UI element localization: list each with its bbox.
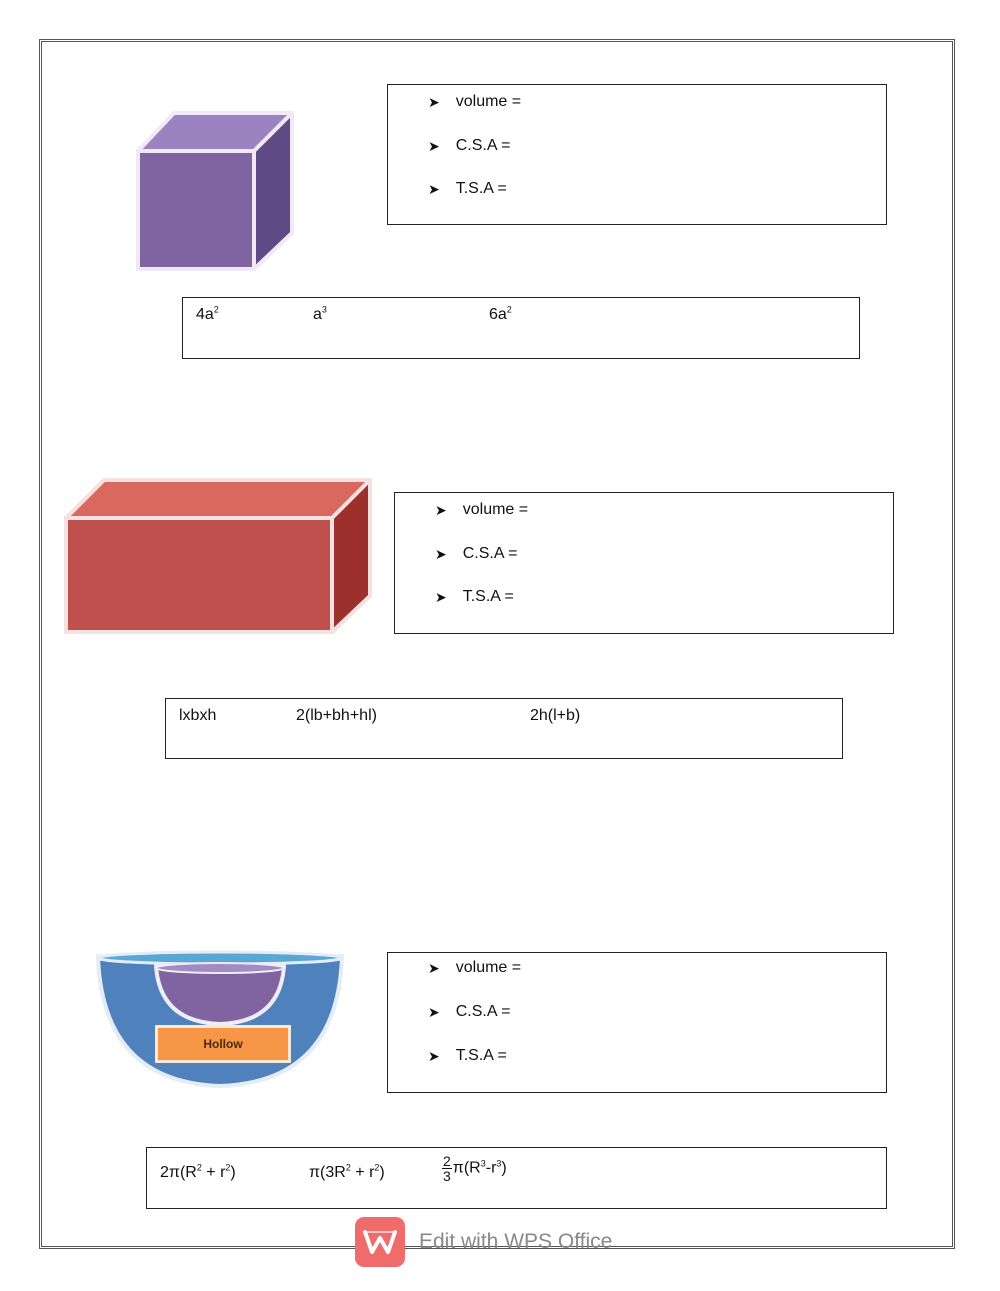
cube-csa-question bbox=[428, 137, 510, 155]
question-label: C.S.A = bbox=[455, 1003, 511, 1020]
wps-watermark[interactable] bbox=[355, 1217, 612, 1267]
arrow-bullet-icon: ➤ bbox=[428, 137, 440, 154]
cuboid-image bbox=[60, 474, 378, 640]
question-label: volume = bbox=[462, 501, 529, 518]
hollow-label bbox=[155, 1025, 291, 1063]
cube-question-box bbox=[387, 84, 887, 225]
question-label: T.S.A = bbox=[462, 588, 514, 605]
answer-option[interactable]: $\pi(3R^2 + r^2)$ bbox=[309, 1162, 385, 1181]
cuboid-tsa-question bbox=[435, 588, 514, 606]
hemisphere-tsa-question bbox=[428, 1047, 507, 1065]
answer-option[interactable]: $6a^2$ bbox=[489, 304, 512, 323]
answer-option[interactable]: $2\pi(R^2 + r^2)$ bbox=[160, 1162, 236, 1181]
arrow-bullet-icon: ➤ bbox=[428, 959, 440, 976]
arrow-bullet-icon: ➤ bbox=[435, 501, 447, 518]
cuboid-volume-question bbox=[435, 501, 528, 519]
fraction: $\frac{2}{3}$ bbox=[443, 1153, 451, 1184]
cube-answer-options bbox=[182, 297, 860, 359]
arrow-bullet-icon: ➤ bbox=[428, 1003, 440, 1020]
answer-option[interactable]: 2(lb+bh+hl) bbox=[296, 707, 377, 724]
answer-option[interactable]: 2h(l+b) bbox=[530, 707, 581, 724]
wps-logo-icon bbox=[355, 1217, 405, 1267]
cube-tsa-question bbox=[428, 180, 507, 198]
question-label: volume = bbox=[455, 93, 522, 110]
arrow-bullet-icon: ➤ bbox=[435, 588, 447, 605]
answer-option[interactable]: $a^3$ bbox=[313, 304, 327, 323]
question-label: T.S.A = bbox=[455, 180, 507, 197]
question-label: C.S.A = bbox=[462, 545, 518, 562]
hemisphere-answer-options bbox=[146, 1147, 887, 1209]
cube-image bbox=[130, 105, 298, 275]
hemisphere-question-box bbox=[387, 952, 887, 1093]
hollow-hemisphere-image bbox=[92, 946, 348, 1090]
question-label: volume = bbox=[455, 959, 522, 976]
arrow-bullet-icon: ➤ bbox=[428, 180, 440, 197]
cuboid-answer-options bbox=[165, 698, 843, 759]
arrow-bullet-icon: ➤ bbox=[435, 545, 447, 562]
hollow-label-text: Hollow bbox=[203, 1037, 243, 1051]
question-label: C.S.A = bbox=[455, 137, 511, 154]
cube-volume-question bbox=[428, 93, 521, 111]
answer-option[interactable]: $4a^2$ bbox=[196, 304, 219, 323]
answer-option[interactable]: $\frac{2}{3}$ $\pi(R^3-r^3)$ bbox=[443, 1153, 507, 1184]
question-label: T.S.A = bbox=[455, 1047, 507, 1064]
cuboid-question-box bbox=[394, 492, 894, 634]
hemisphere-csa-question bbox=[428, 1003, 510, 1021]
arrow-bullet-icon: ➤ bbox=[428, 93, 440, 110]
wps-watermark-text: Edit with WPS Office bbox=[419, 1230, 613, 1253]
answer-option[interactable]: lxbxh bbox=[179, 707, 217, 724]
hemisphere-volume-question bbox=[428, 959, 521, 977]
cuboid-csa-question bbox=[435, 545, 517, 563]
arrow-bullet-icon: ➤ bbox=[428, 1047, 440, 1064]
